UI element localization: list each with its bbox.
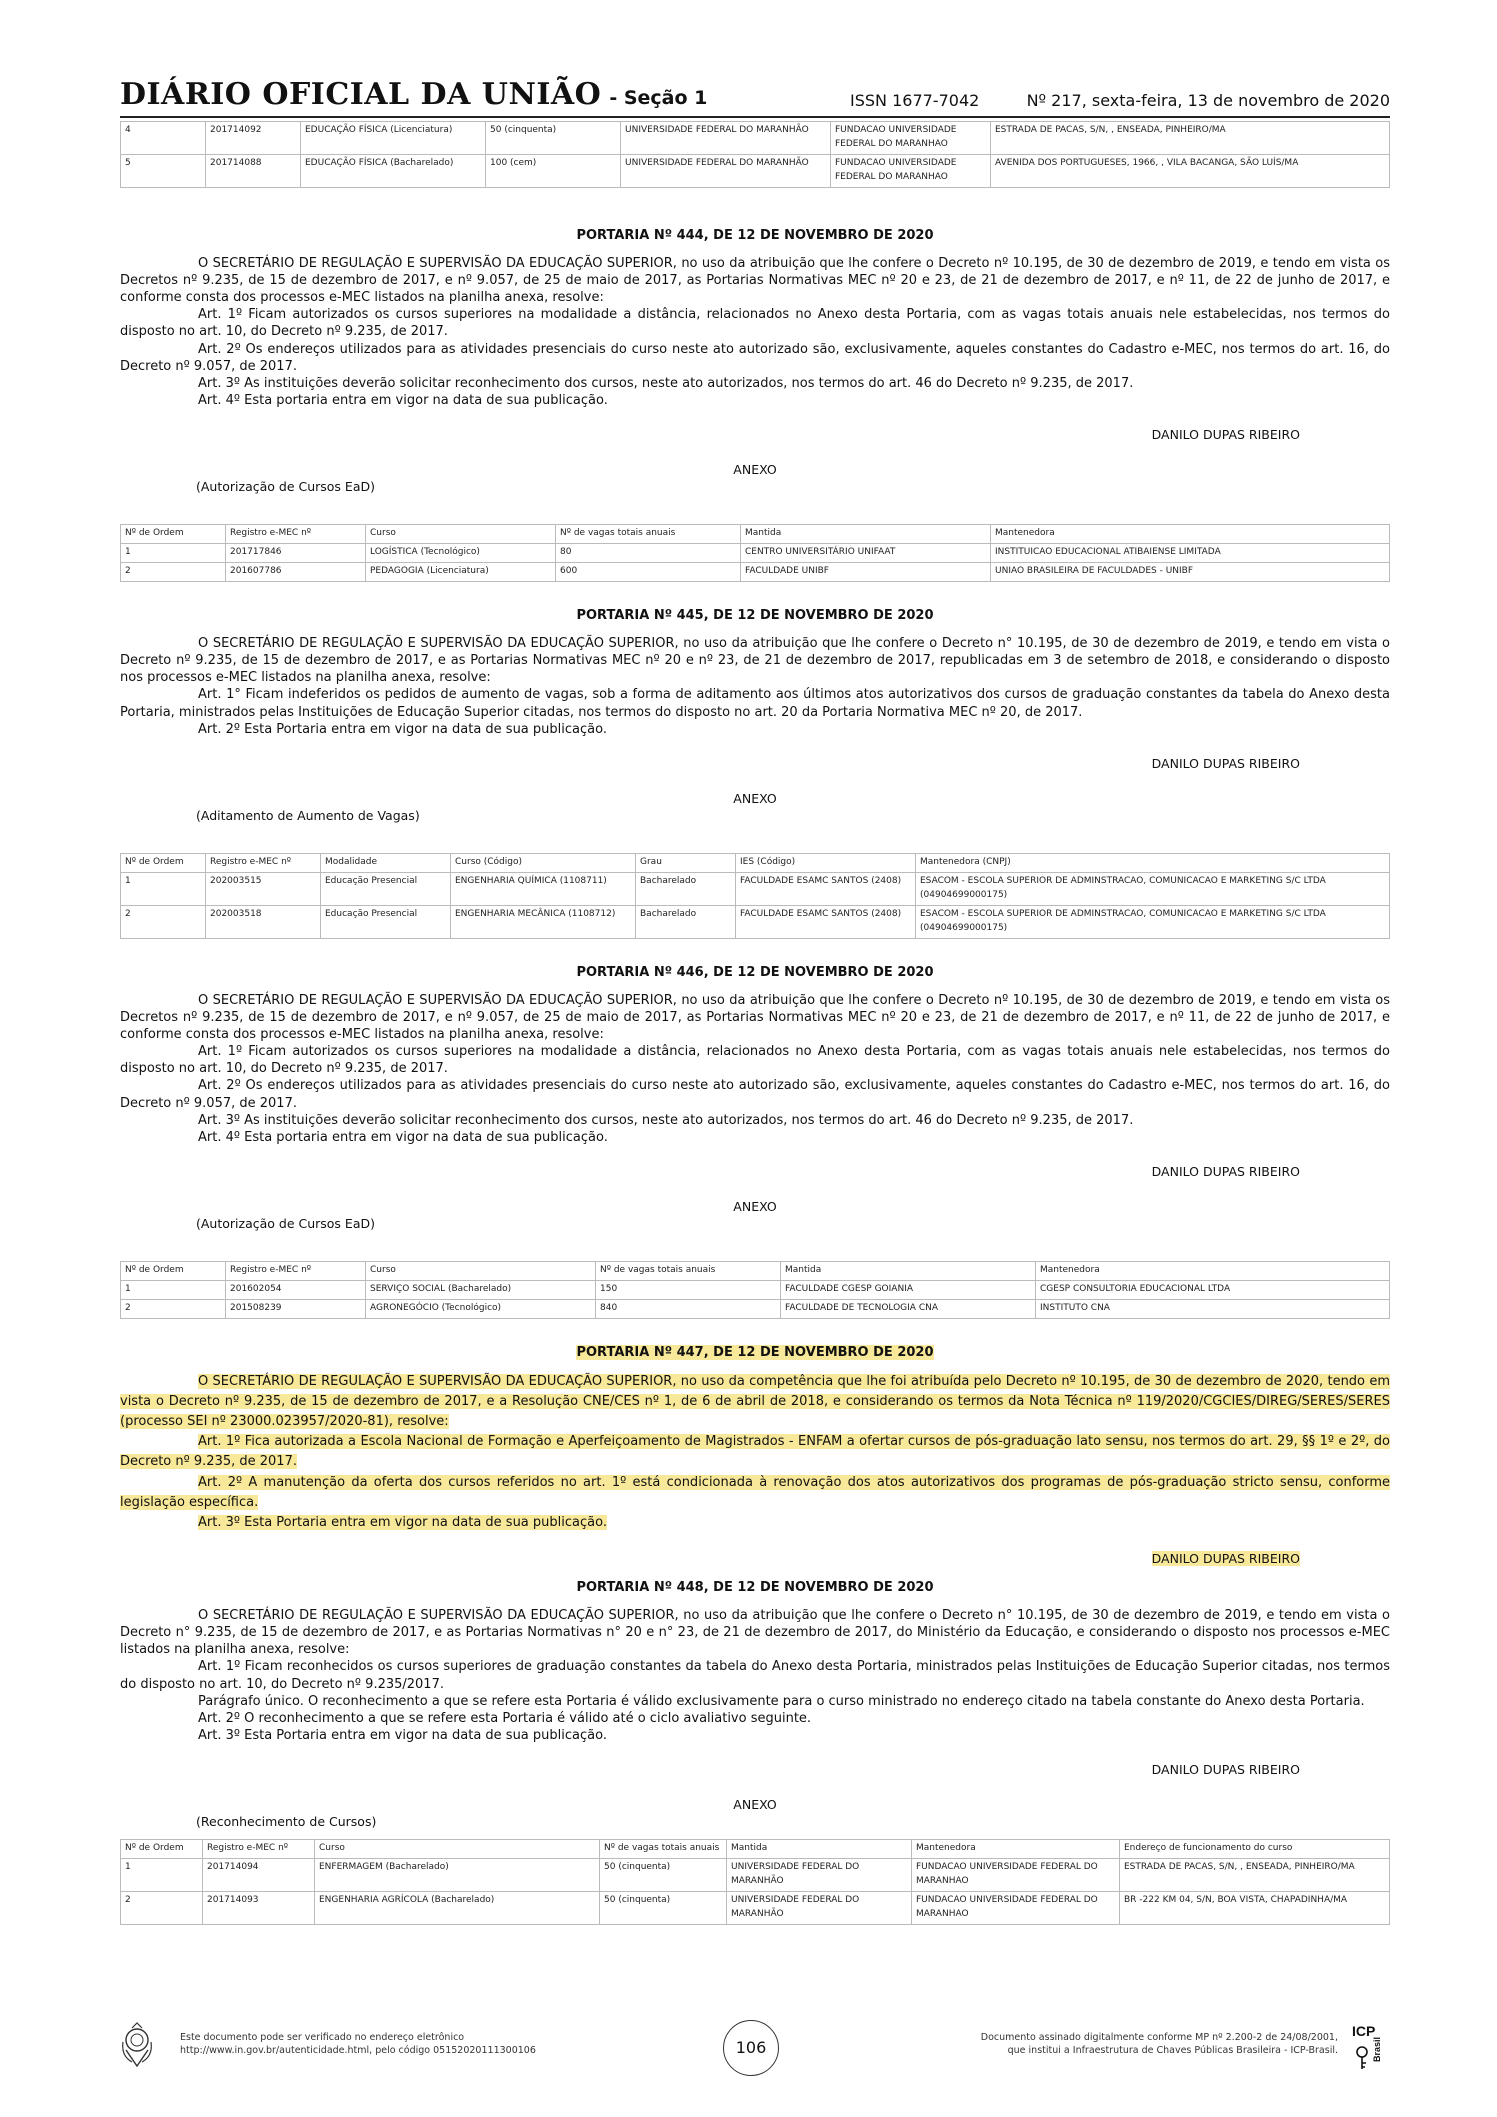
page-header xyxy=(120,60,1390,118)
table-header-cell: Mantenedora (CNPJ) xyxy=(916,853,1390,872)
signature: DANILO DUPAS RIBEIRO xyxy=(1151,755,1300,771)
table-cell: SERVIÇO SOCIAL (Bacharelado) xyxy=(366,1280,596,1299)
table-header-cell: Curso xyxy=(366,525,556,544)
table-cell: 2 xyxy=(121,905,206,938)
table-cell: UNIVERSIDADE FEDERAL DO MARANHÃO xyxy=(727,1892,912,1925)
issn: ISSN 1677-7042 xyxy=(850,91,980,110)
table-cell: FUNDACAO UNIVERSIDADE FEDERAL DO MARANHAO xyxy=(912,1892,1120,1925)
table-cell: FUNDACAO UNIVERSIDADE FEDERAL DO MARANHAO xyxy=(831,122,991,155)
paragraph-text: O SECRETÁRIO DE REGULAÇÃO E SUPERVISÃO DA EDUCAÇÃO SUPERIOR, no uso da competência que lhe foi atribuída pelo Decreto nº 10.195, de 30 de dezembro de 2020, tendo em vista o Decreto nº 9.235, de 15 de dezembro de 2017, e a Resolução CNE/CES nº 1, de 6 de abril de 2018, e considerando os termos da Nota Técnica nº 119/2020/CGCIES/DIREG/SERES/SERES (processo SEI nº 23000.023957/2020-81), resolve: xyxy=(120,1373,1390,1430)
paragraph: O SECRETÁRIO DE REGULAÇÃO E SUPERVISÃO DA EDUCAÇÃO SUPERIOR, no uso da atribuição que lhe confere o Decreto nº 10.195, de 30 de dezembro de 2019, e tendo em vista os Decretos nº 9.235, de 15 de dezembro de 2017, e nº 9.057, de 25 de maio de 2017, as Portarias Normativas MEC nº 20 e 23, de 21 de dezembro de 2017, e nº 11, de 22 de junho de 2017, e conforme consta dos processos e-MEC listados na planilha anexa, resolve: xyxy=(120,255,1390,306)
table-header-row xyxy=(121,1262,1390,1281)
table-header-cell: Mantenedora xyxy=(1036,1262,1390,1281)
table-header-cell: Registro e-MEC nº xyxy=(203,1840,315,1859)
table-cell: FACULDADE UNIBF xyxy=(741,563,991,582)
continuation-table xyxy=(120,121,1390,188)
table-cell: 1 xyxy=(121,1280,226,1299)
paragraph: O SECRETÁRIO DE REGULAÇÃO E SUPERVISÃO DA EDUCAÇÃO SUPERIOR, no uso da atribuição que lhe confere o Decreto n° 10.195, de 30 de dezembro de 2019, e tendo em vista o Decreto n° 9.235, de 15 de dezembro de 2017, e as Portarias Normativas n° 20 e n° 23, de 21 de dezembro de 2017, do Ministério da Educação, e considerando o disposto nos processos e-MEC listados na planilha anexa, resolve: xyxy=(120,1607,1390,1658)
signature-line-1: Documento assinado digitalmente conforme MP nº 2.200-2 de 24/08/2001, xyxy=(980,2032,1338,2043)
table-cell: ESACOM - ESCOLA SUPERIOR DE ADMINSTRACAO, COMUNICACAO E MARKETING S/C LTDA (04904699000175) xyxy=(916,872,1390,905)
table-cell: 202003518 xyxy=(206,905,321,938)
table-header-cell: Nº de Ordem xyxy=(121,1262,226,1281)
portaria-447-title-text: PORTARIA Nº 447, DE 12 DE NOVEMBRO DE 2020 xyxy=(576,1344,934,1360)
table-cell: 150 xyxy=(596,1280,781,1299)
paragraph: O SECRETÁRIO DE REGULAÇÃO E SUPERVISÃO DA EDUCAÇÃO SUPERIOR, no uso da atribuição que lhe confere o Decreto nº 10.195, de 30 de dezembro de 2019, e tendo em vista os Decretos nº 9.235, de 15 de dezembro de 2017, e nº 9.057, de 25 de maio de 2017, as Portarias Normativas MEC nº 20 e 23, de 21 de dezembro de 2017, e nº 11, de 22 de junho de 2017, e conforme consta dos processos e-MEC listados na planilha anexa, resolve: xyxy=(120,992,1390,1042)
portaria-446-title: PORTARIA Nº 446, DE 12 DE NOVEMBRO DE 2020 xyxy=(576,964,934,980)
publication-title: DIÁRIO OFICIAL DA UNIÃO xyxy=(120,77,602,112)
table-cell: ENGENHARIA AGRÍCOLA (Bacharelado) xyxy=(315,1892,600,1925)
portaria-447-title xyxy=(120,1345,1390,1360)
paragraph: Parágrafo único. O reconhecimento a que se refere esta Portaria é válido exclusivamente para o curso ministrado no endereço citado na tabela constante do Anexo desta Portaria. xyxy=(198,1693,1365,1709)
table-cell: Educação Presencial xyxy=(321,872,451,905)
table-header-cell: IES (Código) xyxy=(736,853,916,872)
portaria-447-body xyxy=(120,1372,1390,1533)
table-header-row xyxy=(121,525,1390,544)
paragraph xyxy=(120,1372,1390,1432)
portaria-445-title: PORTARIA Nº 445, DE 12 DE NOVEMBRO DE 2020 xyxy=(576,607,934,623)
table-row xyxy=(121,1892,1390,1925)
table-header-cell: Registro e-MEC nº xyxy=(206,853,321,872)
svg-text:ICP: ICP xyxy=(1352,2023,1376,2039)
portaria-448-body xyxy=(120,1607,1390,1744)
table-cell: UNIAO BRASILEIRA DE FACULDADES - UNIBF xyxy=(991,563,1390,582)
portaria-446-table xyxy=(120,1261,1390,1319)
table-row xyxy=(121,905,1390,938)
table-cell: INSTITUTO CNA xyxy=(1036,1299,1390,1318)
table-cell: PEDAGOGIA (Licenciatura) xyxy=(366,563,556,582)
table-cell: 201714094 xyxy=(203,1859,315,1892)
table-cell: 50 (cinquenta) xyxy=(600,1892,727,1925)
anexo-label: ANEXO xyxy=(733,790,777,806)
signature: DANILO DUPAS RIBEIRO xyxy=(1151,427,1300,443)
table-header-cell: Curso xyxy=(315,1840,600,1859)
table-header-cell: Nº de vagas totais anuais xyxy=(556,525,741,544)
table-row xyxy=(121,1299,1390,1318)
table-header-cell: Nº de vagas totais anuais xyxy=(600,1840,727,1859)
table-cell: 50 (cinquenta) xyxy=(600,1859,727,1892)
table-header-cell: Mantida xyxy=(727,1840,912,1859)
table-row xyxy=(121,544,1390,563)
table-header-row xyxy=(121,853,1390,872)
table-cell: 50 (cinquenta) xyxy=(486,122,621,155)
table-cell: 2 xyxy=(121,563,226,582)
table-cell: FUNDACAO UNIVERSIDADE FEDERAL DO MARANHAO xyxy=(912,1859,1120,1892)
table-header-row xyxy=(121,1840,1390,1859)
table-header-cell: Curso xyxy=(366,1262,596,1281)
table-cell: 1 xyxy=(121,544,226,563)
table-cell: EDUCAÇÃO FÍSICA (Bacharelado) xyxy=(301,154,486,187)
table-row xyxy=(121,154,1390,187)
table-cell: 202003515 xyxy=(206,872,321,905)
paragraph: Art. 2º Os endereços utilizados para as atividades presenciais do curso neste ato autorizado são, exclusivamente, aqueles constantes do Cadastro e-MEC, nos termos do art. 16, do Decreto nº 9.057, de 2017. xyxy=(120,1078,1390,1111)
paragraph: Art. 3º As instituições deverão solicitar reconhecimento dos cursos, neste ato autorizados, nos termos do art. 46 do Decreto nº 9.235, de 2017. xyxy=(198,375,1134,391)
table-cell: FACULDADE ESAMC SANTOS (2408) xyxy=(736,872,916,905)
table-cell: 201714092 xyxy=(206,122,301,155)
table-cell: CGESP CONSULTORIA EDUCACIONAL LTDA xyxy=(1036,1280,1390,1299)
table-header-cell: Curso (Código) xyxy=(451,853,636,872)
table-cell: 201508239 xyxy=(226,1299,366,1318)
icp-brasil-logo xyxy=(1350,2022,1390,2074)
table-cell: ESTRADA DE PACAS, S/N, , ENSEADA, PINHEIRO/MA xyxy=(991,122,1390,155)
table-header-cell: Mantida xyxy=(781,1262,1036,1281)
anexo-subtitle: (Autorização de Cursos EaD) xyxy=(196,1216,375,1231)
table-cell: FACULDADE DE TECNOLOGIA CNA xyxy=(781,1299,1036,1318)
anexo-subtitle: (Autorização de Cursos EaD) xyxy=(196,479,375,495)
table-cell: ENGENHARIA MECÂNICA (1108712) xyxy=(451,905,636,938)
table-row xyxy=(121,563,1390,582)
table-cell: 201607786 xyxy=(226,563,366,582)
table-header-cell: Mantenedora xyxy=(912,1840,1120,1859)
paragraph: Art. 4º Esta portaria entra em vigor na data de sua publicação. xyxy=(198,393,608,408)
table-cell: 5 xyxy=(121,154,206,187)
table-header-cell: Nº de Ordem xyxy=(121,525,226,544)
paragraph: Art. 2º Os endereços utilizados para as atividades presenciais do curso neste ato autorizado são, exclusivamente, aqueles constantes do Cadastro e-MEC, nos termos do art. 16, do Decreto nº 9.057, de 2017. xyxy=(120,341,1390,374)
table-row xyxy=(121,1859,1390,1892)
table-cell: 201714093 xyxy=(203,1892,315,1925)
table-cell: 2 xyxy=(121,1892,203,1925)
table-header-cell: Mantenedora xyxy=(991,525,1390,544)
signature: DANILO DUPAS RIBEIRO xyxy=(1151,1762,1300,1778)
paragraph xyxy=(120,1473,1390,1513)
signature-note xyxy=(981,2032,1338,2058)
paragraph xyxy=(120,1513,1390,1533)
table-cell: 840 xyxy=(596,1299,781,1318)
signature: DANILO DUPAS RIBEIRO xyxy=(1151,1164,1300,1179)
verification-line-1: Este documento pode ser verificado no endereço eletrônico xyxy=(180,2032,465,2043)
portaria-448-table xyxy=(120,1839,1390,1925)
portaria-444-table xyxy=(120,524,1390,582)
table-header-cell: Mantida xyxy=(741,525,991,544)
anexo-label: ANEXO xyxy=(733,1199,777,1214)
table-cell: 201602054 xyxy=(226,1280,366,1299)
table-header-cell: Nº de vagas totais anuais xyxy=(596,1262,781,1281)
table-cell: 201717846 xyxy=(226,544,366,563)
portaria-444-body xyxy=(120,255,1390,409)
portaria-446-body xyxy=(120,992,1390,1146)
table-cell: ESTRADA DE PACAS, S/N, , ENSEADA, PINHEIRO/MA xyxy=(1120,1859,1390,1892)
table-cell: EDUCAÇÃO FÍSICA (Licenciatura) xyxy=(301,122,486,155)
table-header-cell: Nº de Ordem xyxy=(121,853,206,872)
table-cell: 201714088 xyxy=(206,154,301,187)
table-row xyxy=(121,1280,1390,1299)
table-cell: INSTITUICAO EDUCACIONAL ATIBAIENSE LIMITADA xyxy=(991,544,1390,563)
table-cell: 80 xyxy=(556,544,741,563)
document-page xyxy=(120,60,1390,1925)
table-cell: 1 xyxy=(121,1859,203,1892)
table-cell: ESACOM - ESCOLA SUPERIOR DE ADMINSTRACAO, COMUNICACAO E MARKETING S/C LTDA (04904699000175) xyxy=(916,905,1390,938)
paragraph: Art. 2º Esta Portaria entra em vigor na data de sua publicação. xyxy=(198,721,607,737)
signature-text: DANILO DUPAS RIBEIRO xyxy=(1151,1550,1300,1566)
table-cell: 2 xyxy=(121,1299,226,1318)
verification-note xyxy=(180,2032,536,2058)
table-row xyxy=(121,122,1390,155)
svg-text:Brasil: Brasil xyxy=(1372,2036,1382,2062)
table-cell: BR -222 KM 04, S/N, BOA VISTA, CHAPADINHA/MA xyxy=(1120,1892,1390,1925)
table-cell: UNIVERSIDADE FEDERAL DO MARANHÃO xyxy=(727,1859,912,1892)
table-cell: FACULDADE ESAMC SANTOS (2408) xyxy=(736,905,916,938)
portaria-445-table xyxy=(120,853,1390,939)
paragraph: Art. 1° Ficam indeferidos os pedidos de aumento de vagas, sob a forma de aditamento aos últimos atos autorizativos dos cursos de graduação constantes da tabela do Anexo desta Portaria, ministrados pelas Instituições de Educação Superior citadas, nos termos do disposto no art. 20 da Portaria Normativa MEC nº 20, de 2017. xyxy=(120,687,1390,720)
table-header-cell: Registro e-MEC nº xyxy=(226,1262,366,1281)
table-cell: CENTRO UNIVERSITÁRIO UNIFAAT xyxy=(741,544,991,563)
table-cell: ENFERMAGEM (Bacharelado) xyxy=(315,1859,600,1892)
paragraph-text: Art. 2º A manutenção da oferta dos cursos referidos no art. 1º está condicionada à renovação dos atos autorizativos dos programas de pós-graduação stricto sensu, conforme legislação específica. xyxy=(120,1474,1390,1510)
anexo-label: ANEXO xyxy=(733,1797,777,1813)
table-header-cell: Grau xyxy=(636,853,736,872)
paragraph: Art. 1º Ficam autorizados os cursos superiores na modalidade a distância, relacionados no Anexo desta Portaria, com as vagas totais anuais nele estabelecidas, nos termos do disposto no art. 10, do Decreto nº 9.235, de 2017. xyxy=(120,307,1390,340)
paragraph: Art. 1º Ficam reconhecidos os cursos superiores de graduação constantes da tabela do Anexo desta Portaria, ministrados pelas Instituições de Educação Superior citadas, nos termos do disposto no art. 10, do Decreto nº 9.235/2017. xyxy=(120,1659,1390,1692)
table-cell: Bacharelado xyxy=(636,872,736,905)
section-label: - Seção 1 xyxy=(609,87,708,109)
table-cell: Bacharelado xyxy=(636,905,736,938)
paragraph: Art. 2º O reconhecimento a que se refere esta Portaria é válido até o ciclo avaliativo seguinte. xyxy=(198,1710,812,1726)
paragraph: Art. 3º Esta Portaria entra em vigor na data de sua publicação. xyxy=(198,1728,607,1744)
table-row xyxy=(121,872,1390,905)
paragraph: Art. 1º Ficam autorizados os cursos superiores na modalidade a distância, relacionados no Anexo desta Portaria, com as vagas totais anuais nele estabelecidas, nos termos do disposto no art. 10, do Decreto nº 9.235, de 2017. xyxy=(120,1044,1390,1077)
paragraph: O SECRETÁRIO DE REGULAÇÃO E SUPERVISÃO DA EDUCAÇÃO SUPERIOR, no uso da atribuição que lhe confere o Decreto n° 10.195, de 30 de dezembro de 2019, e tendo em vista o Decreto nº 9.235, de 15 de dezembro de 2017, e as Portarias Normativas MEC nº 20 e nº 23, de 21 de dezembro de 2017, republicadas em 3 de setembro de 2018, e considerando o disposto nos processos e-MEC listados na planilha anexa, resolve: xyxy=(120,635,1390,686)
table-cell: 100 (cem) xyxy=(486,154,621,187)
anexo-label: ANEXO xyxy=(733,462,777,478)
verification-line-2: http://www.in.gov.br/autenticidade.html, pelo código 05152020111300106 xyxy=(180,2044,536,2056)
table-cell: ENGENHARIA QUÍMICA (1108711) xyxy=(451,872,636,905)
table-cell: FUNDACAO UNIVERSIDADE FEDERAL DO MARANHAO xyxy=(831,154,991,187)
portaria-444-title: PORTARIA Nº 444, DE 12 DE NOVEMBRO DE 2020 xyxy=(576,227,934,243)
table-cell: 1 xyxy=(121,872,206,905)
table-header-cell: Registro e-MEC nº xyxy=(226,525,366,544)
paragraph xyxy=(120,1432,1390,1472)
page-number: 106 xyxy=(723,2020,779,2076)
table-cell: AVENIDA DOS PORTUGUESES, 1966, , VILA BACANGA, SÃO LUÍS/MA xyxy=(991,154,1390,187)
table-header-cell: Endereço de funcionamento do curso xyxy=(1120,1840,1390,1859)
signature xyxy=(120,1551,1390,1566)
paragraph-text: Art. 1º Fica autorizada a Escola Nacional de Formação e Aperfeiçoamento de Magistrados - ENFAM a ofertar cursos de pós-graduação lato sensu, nos termos do art. 29, §§ 1º e 2º, do Decreto nº 9.235, de 2017. xyxy=(120,1434,1390,1470)
table-header-cell: Nº de Ordem xyxy=(121,1840,203,1859)
edition-date: Nº 217, sexta-feira, 13 de novembro de 2020 xyxy=(1026,91,1390,110)
anexo-subtitle: (Aditamento de Aumento de Vagas) xyxy=(196,807,420,823)
portaria-448-title: PORTARIA Nº 448, DE 12 DE NOVEMBRO DE 2020 xyxy=(576,1579,934,1595)
table-header-cell: Modalidade xyxy=(321,853,451,872)
table-cell: 600 xyxy=(556,563,741,582)
signature-line-2: que institui a Infraestrutura de Chaves Públicas Brasileira - ICP-Brasil. xyxy=(1007,2044,1338,2056)
paragraph: Art. 3º As instituições deverão solicitar reconhecimento dos cursos, neste ato autorizados, nos termos do art. 46 do Decreto nº 9.235, de 2017. xyxy=(198,1112,1134,1128)
paragraph: Art. 4º Esta portaria entra em vigor na data de sua publicação. xyxy=(198,1129,608,1145)
table-cell: 4 xyxy=(121,122,206,155)
anexo-subtitle: (Reconhecimento de Cursos) xyxy=(196,1814,377,1830)
portaria-445-body xyxy=(120,635,1390,738)
table-cell: Educação Presencial xyxy=(321,905,451,938)
page-footer xyxy=(120,2020,1390,2090)
paragraph-text: Art. 3º Esta Portaria entra em vigor na data de sua publicação. xyxy=(198,1514,607,1530)
table-cell: UNIVERSIDADE FEDERAL DO MARANHÃO xyxy=(621,154,831,187)
table-cell: UNIVERSIDADE FEDERAL DO MARANHÃO xyxy=(621,122,831,155)
table-cell: AGRONEGÓCIO (Tecnológico) xyxy=(366,1299,596,1318)
table-cell: LOGÍSTICA (Tecnológico) xyxy=(366,544,556,563)
coat-of-arms-icon xyxy=(120,2022,154,2070)
table-cell: FACULDADE CGESP GOIANIA xyxy=(781,1280,1036,1299)
